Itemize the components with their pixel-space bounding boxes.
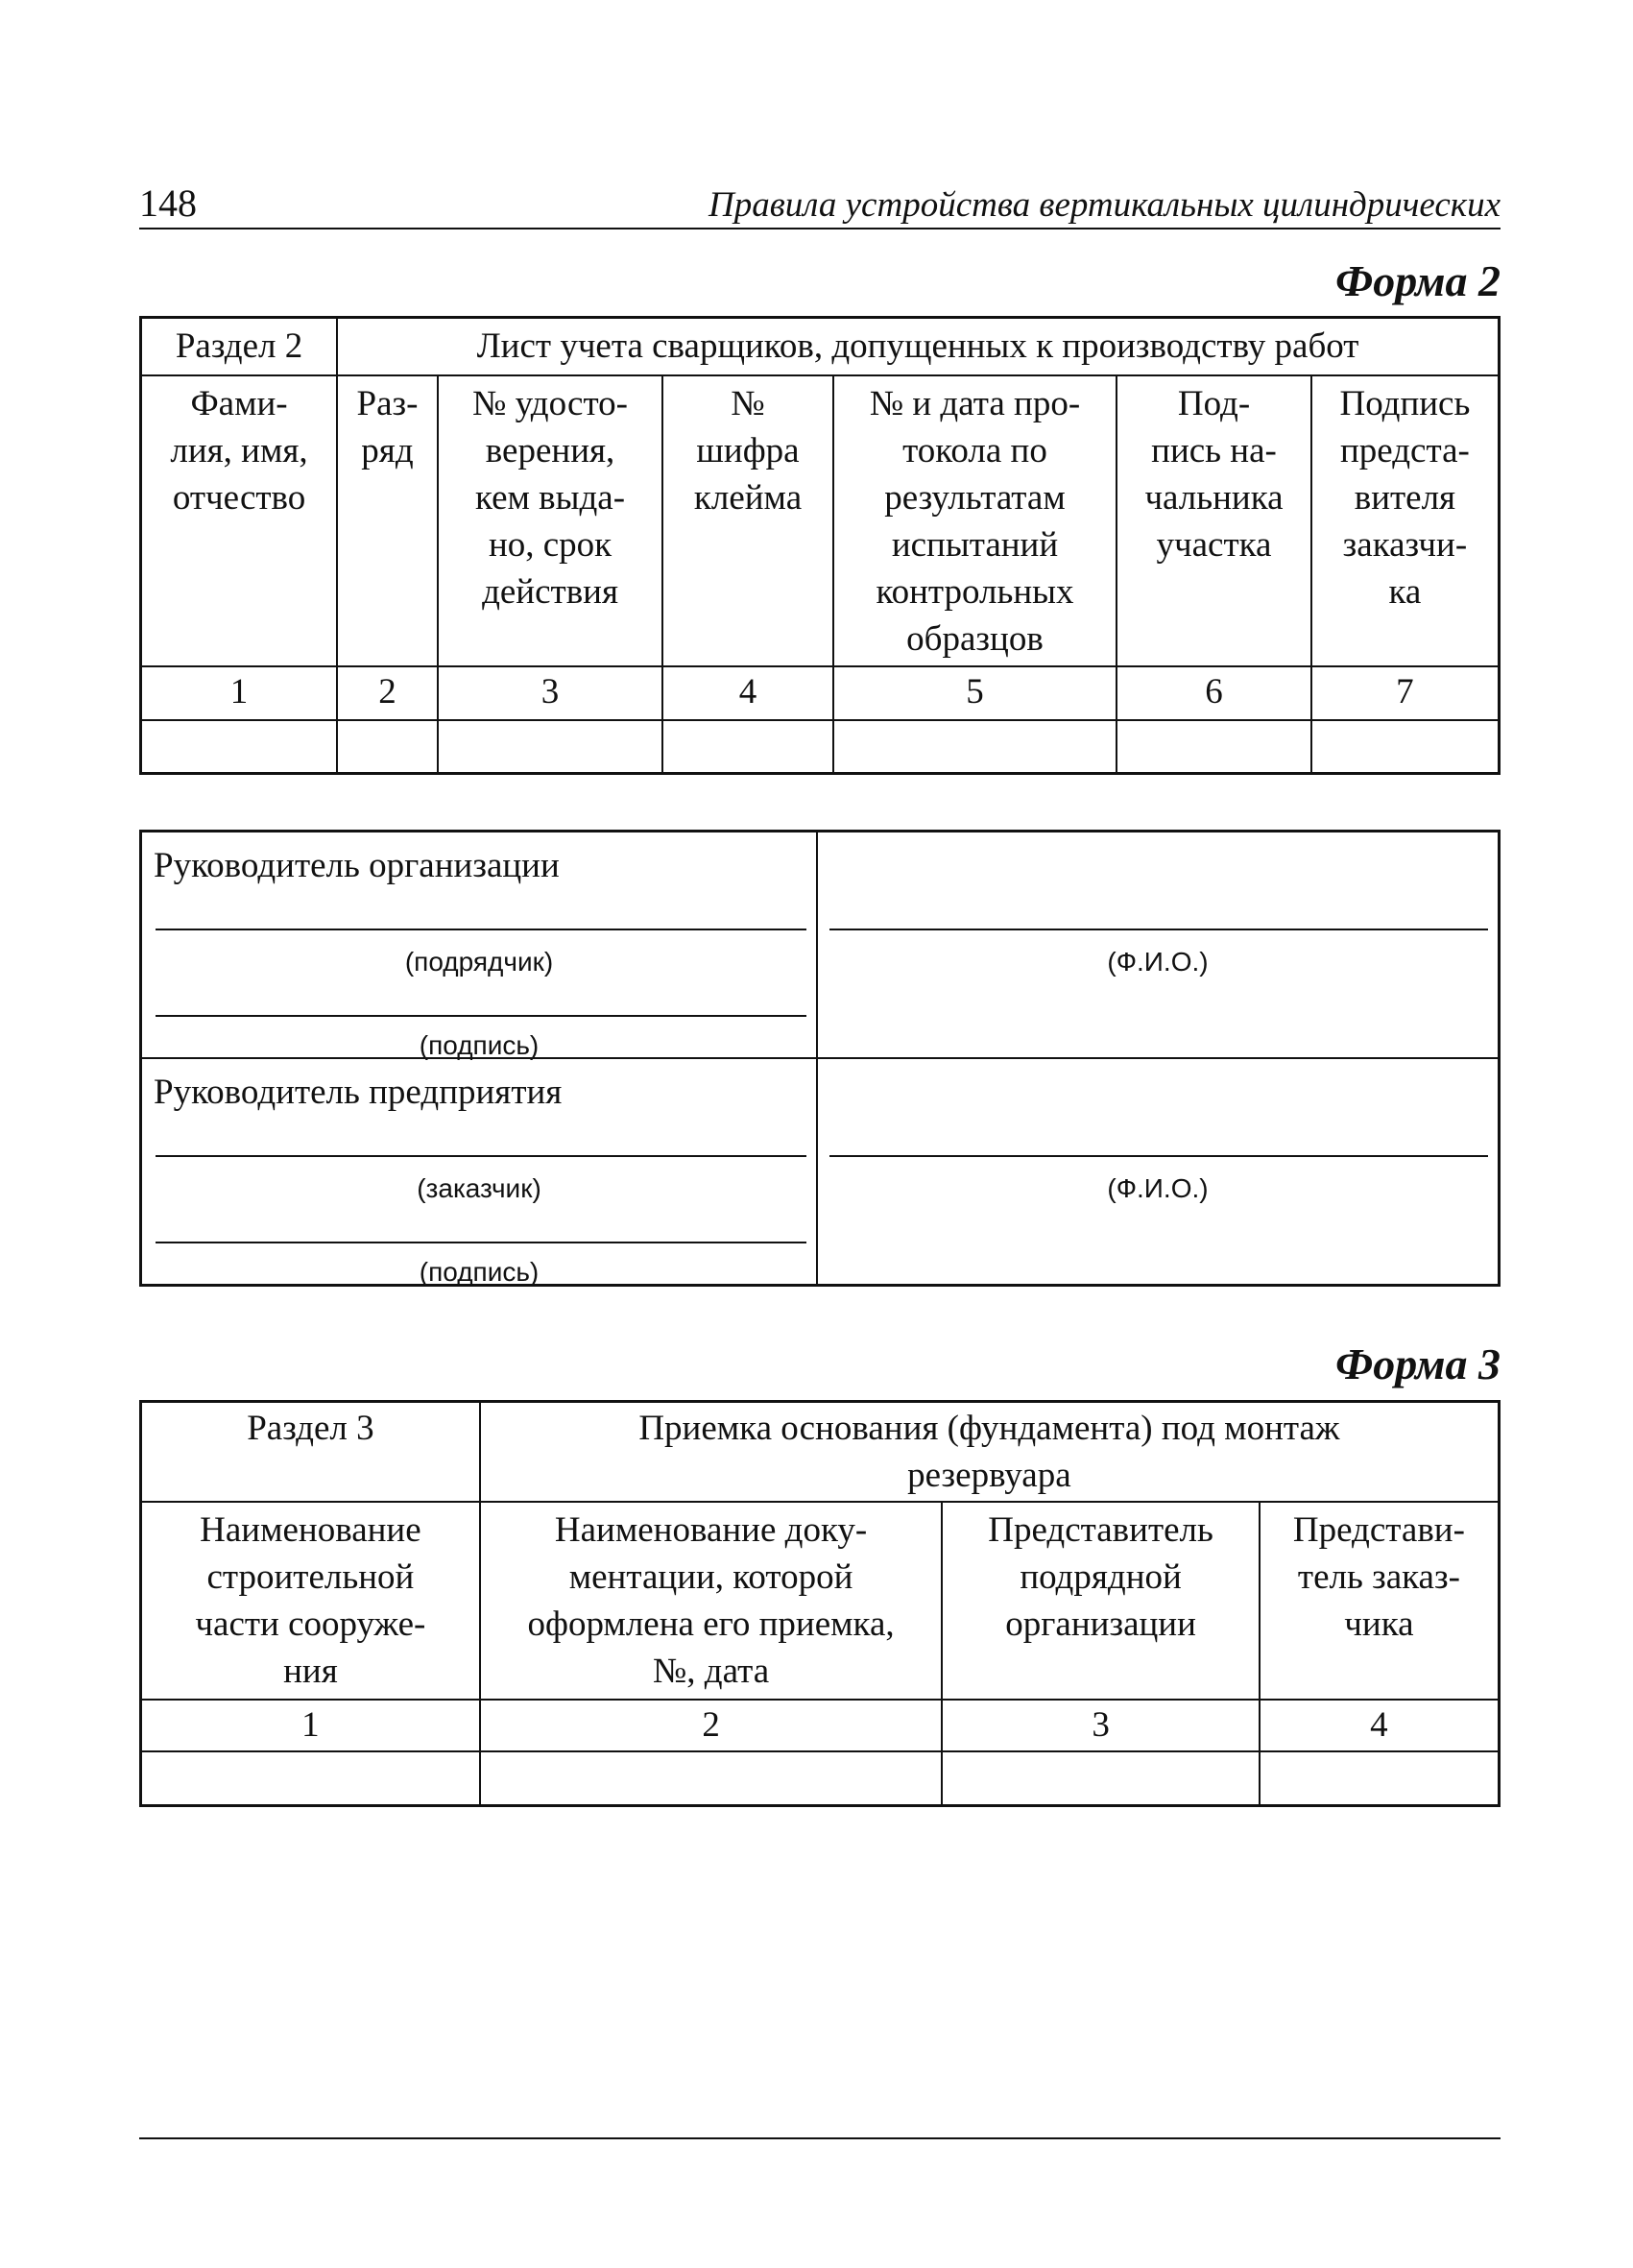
contractor-head-title: Руководитель организации — [154, 846, 560, 885]
form2-empty-cell[interactable] — [337, 720, 438, 774]
signature-block-contractor — [141, 832, 818, 1059]
form3-title: Приемка основания (фундамента) под монтаж резервуара — [480, 1402, 1500, 1503]
form3-col-number: 1 — [141, 1700, 480, 1751]
contractor-signature-caption: (подпись) — [419, 1030, 540, 1060]
page-number: 148 — [139, 181, 197, 225]
customer-name-caption: (Ф.И.О.) — [1107, 1173, 1209, 1203]
signature-block-contractor-name — [817, 832, 1500, 1059]
contractor-line[interactable] — [156, 929, 806, 930]
form3-col-header: Представитель подрядной организации — [942, 1502, 1259, 1700]
form2-col-number: 7 — [1311, 666, 1500, 720]
form3-label: Форма 3 — [1335, 1339, 1501, 1388]
header-rule — [139, 228, 1501, 229]
form2-col-header: Фами- лия, имя, отчество — [141, 375, 338, 666]
form2-title: Лист учета сварщиков, допущенных к производству работ — [337, 318, 1499, 375]
form3-section: Раздел 3 — [141, 1402, 480, 1503]
form2-empty-cell[interactable] — [438, 720, 662, 774]
form2-col-header: № удосто- верения, кем выда- но, срок действия — [438, 375, 662, 666]
form2-empty-cell[interactable] — [141, 720, 338, 774]
form3-empty-cell[interactable] — [480, 1751, 943, 1805]
form2-col-header: № шифра клейма — [662, 375, 833, 666]
form2-empty-cell[interactable] — [1311, 720, 1500, 774]
form2-col-number: 4 — [662, 666, 833, 720]
contractor-name-line[interactable] — [829, 929, 1488, 930]
form2-section: Раздел 2 — [141, 318, 338, 375]
form2-col-number: 1 — [141, 666, 338, 720]
form2-col-header: Подпись предста- вителя заказчи- ка — [1311, 375, 1500, 666]
contractor-caption: (подрядчик) — [404, 947, 554, 977]
form3-col-header: Наименование строительной части сооруже- ния — [141, 1502, 480, 1700]
form2-col-number: 3 — [438, 666, 662, 720]
form2-col-header: Под- пись на- чальника участка — [1117, 375, 1311, 666]
form3-col-number: 2 — [480, 1700, 943, 1751]
form3-col-number: 3 — [942, 1700, 1259, 1751]
form3-empty-cell[interactable] — [141, 1751, 480, 1805]
form2-col-header: Раз- ряд — [337, 375, 438, 666]
form3-col-header: Наименование доку- ментации, которой оформлена его приемка, №, дата — [480, 1502, 943, 1700]
signature-block-customer — [141, 1058, 818, 1286]
form3-empty-cell[interactable] — [942, 1751, 1259, 1805]
customer-head-title: Руководитель предприятия — [154, 1073, 563, 1112]
form3-col-header: Представи- тель заказ- чика — [1260, 1502, 1500, 1700]
form2-col-header: № и дата про- токола по результатам испытаний контрольных образцов — [833, 375, 1117, 666]
contractor-name-caption: (Ф.И.О.) — [1107, 947, 1209, 977]
customer-line[interactable] — [156, 1155, 806, 1157]
form2-empty-cell[interactable] — [1117, 720, 1311, 774]
signatures-table — [139, 830, 1501, 1287]
signature-block-customer-name — [817, 1058, 1500, 1286]
form2-col-number: 5 — [833, 666, 1117, 720]
form2-label: Форма 2 — [1335, 256, 1501, 305]
form3-empty-cell[interactable] — [1260, 1751, 1500, 1805]
customer-signature-caption: (подпись) — [419, 1257, 540, 1287]
form2-col-number: 2 — [337, 666, 438, 720]
customer-caption: (заказчик) — [417, 1173, 541, 1203]
form2-empty-cell[interactable] — [833, 720, 1117, 774]
form2-table — [139, 316, 1501, 775]
footer-rule — [139, 2137, 1501, 2139]
form2-empty-cell[interactable] — [662, 720, 833, 774]
form3-col-number: 4 — [1260, 1700, 1500, 1751]
running-title: Правила устройства вертикальных цилиндрических — [708, 185, 1501, 225]
customer-name-line[interactable] — [829, 1155, 1488, 1157]
contractor-signature-line[interactable] — [156, 1015, 806, 1017]
customer-signature-line[interactable] — [156, 1242, 806, 1243]
form2-col-number: 6 — [1117, 666, 1311, 720]
form3-table — [139, 1400, 1501, 1807]
